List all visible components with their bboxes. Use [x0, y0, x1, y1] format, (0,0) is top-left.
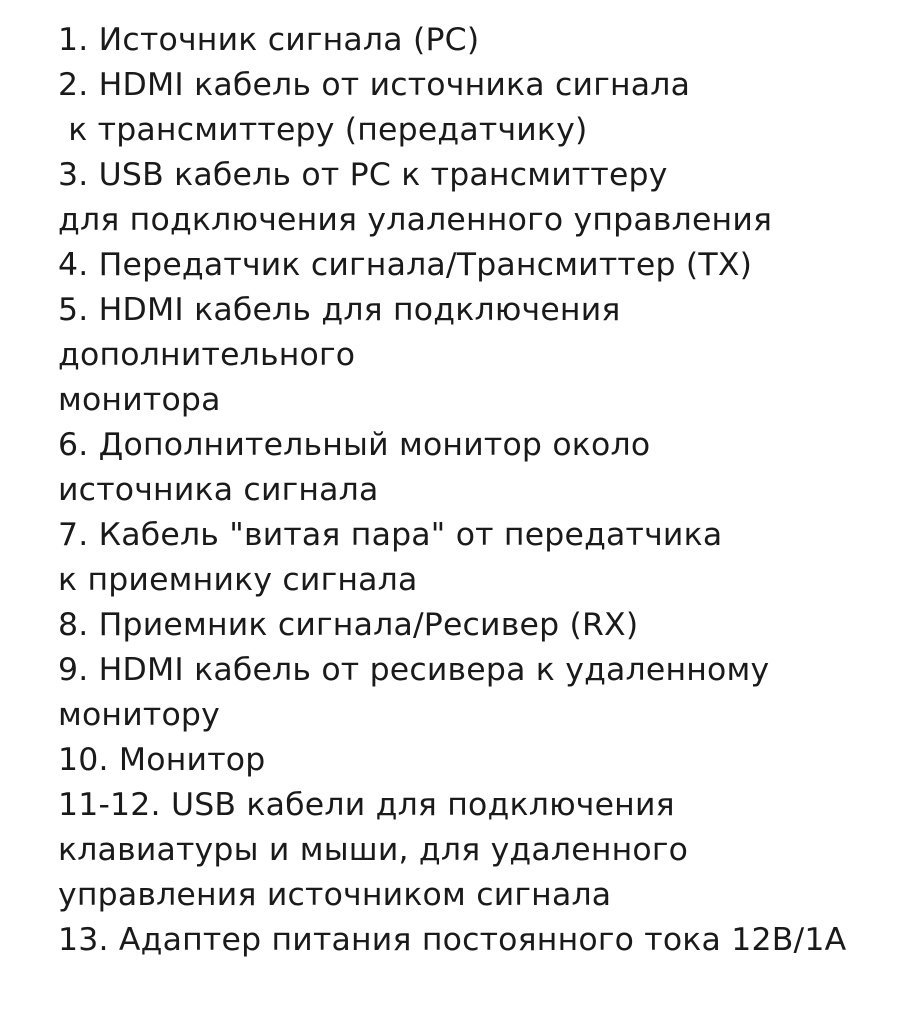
list-line-20: управления источником сигнала — [58, 877, 612, 913]
list-line-7: 5. HDMI кабель для подключения — [58, 292, 621, 328]
list-line-3: к трансмиттеру (передатчику) — [58, 112, 588, 148]
list-line-11: источника сигнала — [58, 472, 379, 508]
list-line-1: 1. Источник сигнала (PC) — [58, 22, 480, 58]
list-line-8: дополнительного — [58, 337, 356, 373]
list-line-19: клавиатуры и мыши, для удаленного — [58, 832, 689, 868]
list-line-5: для подключения улаленного управления — [58, 202, 773, 238]
list-line-2: 2. HDMI кабель от источника сигнала — [58, 67, 691, 103]
list-line-21: 13. Адаптер питания постоянного тока 12В/1А — [58, 922, 847, 958]
list-line-16: монитору — [58, 697, 220, 733]
list-line-14: 8. Приемник сигнала/Ресивер (RX) — [58, 607, 639, 643]
list-line-12: 7. Кабель "витая пара" от передатчика — [58, 517, 723, 553]
list-line-9: монитора — [58, 382, 221, 418]
list-line-15: 9. HDMI кабель от ресивера к удаленному — [58, 652, 770, 688]
list-line-13: к приемнику сигнала — [58, 562, 418, 598]
list-line-17: 10. Монитор — [58, 742, 266, 778]
list-line-10: 6. Дополнительный монитор около — [58, 427, 651, 463]
list-line-6: 4. Передатчик сигнала/Трансмиттер (TX) — [58, 247, 753, 283]
list-line-4: 3. USB кабель от PC к трансмиттеру — [58, 157, 668, 193]
list-line-18: 11-12. USB кабели для подключения — [58, 787, 675, 823]
component-list — [58, 18, 888, 963]
